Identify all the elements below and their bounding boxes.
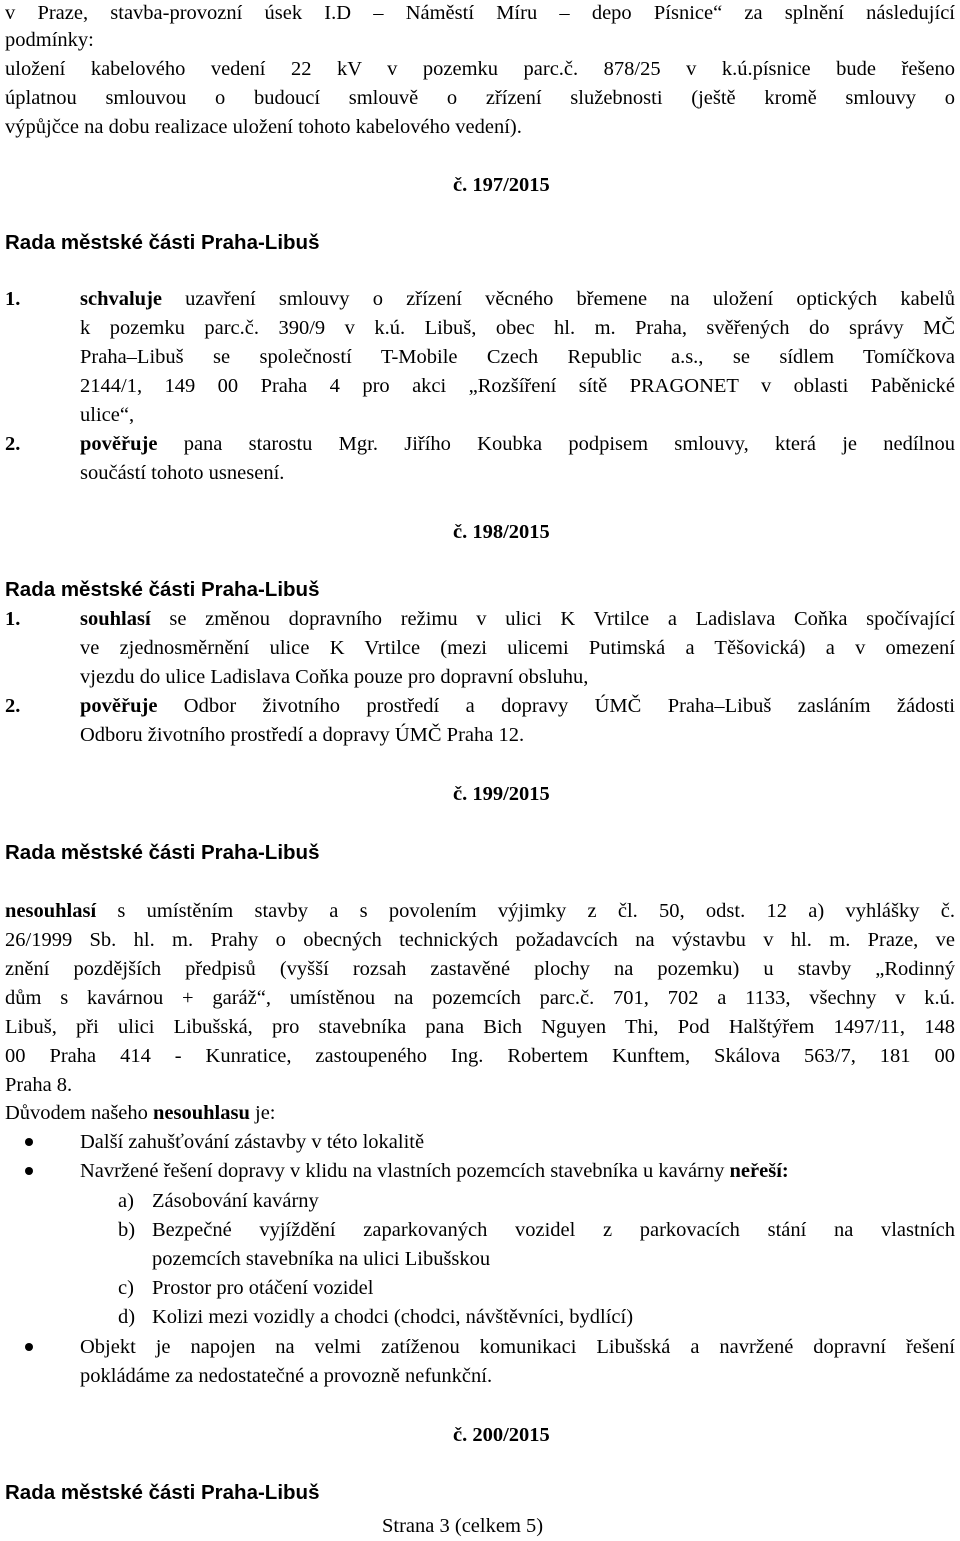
- body-line: 26/1999 Sb. hl. m. Prahy o obecných technických požadavcích na výstavbu v hl. m. Praze, ve: [5, 929, 955, 951]
- bullet-item: Další zahušťování zástavby v této lokalitě: [80, 1131, 425, 1153]
- resolution-number: č. 200/2015: [453, 1424, 550, 1446]
- intro-line: uložení kabelového vedení 22 kV v pozemku parc.č. 878/25 v k.ú.písnice bude řešeno: [5, 58, 955, 80]
- item-line: [80, 430, 955, 458]
- body-line: [5, 897, 955, 925]
- item-line: k pozemku parc.č. 390/9 v k.ú. Libuš, obec hl. m. Praha, svěřených do správy MČ: [80, 317, 955, 339]
- reason-emphasis: nesouhlasu: [153, 1102, 250, 1124]
- body-line: 00 Praha 414 - Kunratice, zastoupeného Ing. Robertem Kunftem, Skálova 563/7, 181 00: [5, 1045, 955, 1067]
- item-text: uzavření smlouvy o zřízení věcného břemene na uložení optických kabelů: [162, 288, 955, 310]
- sub-label: a): [118, 1190, 134, 1212]
- bullet-icon: [25, 1138, 33, 1146]
- item-line: 2144/1, 149 00 Praha 4 pro akci „Rozšíření sítě PRAGONET v oblasti Paběnické: [80, 375, 955, 397]
- body-line: Libuš, při ulici Libušská, pro stavebníka pana Bich Nguyen Thi, Pod Halštýřem 1497/11, 148: [5, 1016, 955, 1038]
- sub-label: c): [118, 1277, 134, 1299]
- body-line: Praha 8.: [5, 1074, 73, 1096]
- decision-verb: nesouhlasí: [5, 900, 97, 922]
- body-text: s umístěním stavby a s povolením výjimky z čl. 50, odst. 12 a) vyhlášky č.: [96, 900, 955, 922]
- intro-line: výpůjčce na dobu realizace uložení tohoto kabelového vedení).: [5, 116, 522, 138]
- bullet-text: Navržené řešení dopravy v klidu na vlastních pozemcích stavebníka u kavárny: [80, 1160, 730, 1182]
- item-verb: pověřuje: [80, 433, 158, 455]
- sub-label: b): [118, 1219, 136, 1241]
- council-heading: Rada městské části Praha-Libuš: [5, 841, 320, 864]
- item-line: Praha–Libuš se společností T-Mobile Czech Republic a.s., se sídlem Tomíčkova: [80, 346, 955, 368]
- bullet-item: [80, 1157, 789, 1185]
- sub-item: Zásobování kavárny: [152, 1190, 319, 1212]
- body-line: znění pozdějších předpisů (vyšší rozsah zastavěné plochy na pozemku) u stavby „Rodinný: [5, 958, 955, 980]
- item-text: pana starostu Mgr. Jiřího Koubka podpisem smlouvy, která je nedílnou: [157, 433, 955, 455]
- sub-label: d): [118, 1306, 136, 1328]
- item-text: se změnou dopravního režimu v ulici K Vrtilce a Ladislava Coňka spočívající: [150, 608, 955, 630]
- item-line: [80, 692, 955, 720]
- item-line: [80, 285, 955, 313]
- bullet-item: Objekt je napojen na velmi zatíženou komunikaci Libušská a navržené dopravní řešení: [80, 1336, 955, 1358]
- reason-text: je:: [249, 1102, 276, 1124]
- item-number: 1.: [5, 608, 21, 630]
- resolution-number: č. 198/2015: [453, 521, 550, 543]
- body-line: dům s kavárnou + garáž“, umístěnou na pozemcích parc.č. 701, 702 a 1133, všechny v k.ú.: [5, 987, 955, 1009]
- item-number: 1.: [5, 288, 21, 310]
- sub-item: Kolizi mezi vozidly a chodci (chodci, návštěvníci, bydlící): [152, 1306, 634, 1328]
- item-verb: schvaluje: [80, 288, 162, 310]
- item-line: Odboru životního prostředí a dopravy ÚMČ Praha 12.: [80, 724, 525, 746]
- council-heading: Rada městské části Praha-Libuš: [5, 578, 320, 601]
- item-number: 2.: [5, 433, 21, 455]
- sub-item: pozemcích stavebníka na ulici Libušskou: [152, 1248, 491, 1270]
- resolution-number: č. 197/2015: [453, 174, 550, 196]
- sub-item: Prostor pro otáčení vozidel: [152, 1277, 374, 1299]
- item-line: [80, 605, 955, 633]
- bullet-emphasis: neřeší:: [729, 1160, 789, 1182]
- council-heading: Rada městské části Praha-Libuš: [5, 1481, 320, 1504]
- item-line: součástí tohoto usnesení.: [80, 462, 285, 484]
- page-footer: Strana 3 (celkem 5): [382, 1515, 544, 1537]
- bullet-icon: [25, 1167, 33, 1175]
- intro-line: v Praze, stavba-provozní úsek I.D – Náměstí Míru – depo Písnice“ za splnění následující: [5, 2, 955, 24]
- item-line: ulice“,: [80, 404, 135, 426]
- item-verb: pověřuje: [80, 695, 158, 717]
- item-verb: souhlasí: [80, 608, 151, 630]
- council-heading: Rada městské části Praha-Libuš: [5, 231, 320, 254]
- intro-line: podmínky:: [5, 29, 94, 51]
- item-line: vjezdu do ulice Ladislava Coňka pouze pro dopravní obsluhu,: [80, 666, 589, 688]
- reason-line: [5, 1099, 276, 1127]
- resolution-number: č. 199/2015: [453, 783, 550, 805]
- reason-text: Důvodem našeho: [5, 1102, 154, 1124]
- intro-line: úplatnou smlouvou o budoucí smlouvě o zřízení služebnosti (ještě kromě smlouvy o: [5, 87, 955, 109]
- item-text: Odbor životního prostředí a dopravy ÚMČ Praha–Libuš zasláním žádosti: [157, 695, 955, 717]
- sub-item: Bezpečné vyjíždění zaparkovaných vozidel z parkovacích stání na vlastních: [152, 1219, 955, 1241]
- item-number: 2.: [5, 695, 21, 717]
- item-line: ve zjednosměrnění ulice K Vrtilce (mezi ulicemi Putimská a Těšovická) a v omezení: [80, 637, 955, 659]
- bullet-icon: [25, 1343, 33, 1351]
- bullet-item: pokládáme za nedostatečné a provozně nefunkční.: [80, 1365, 493, 1387]
